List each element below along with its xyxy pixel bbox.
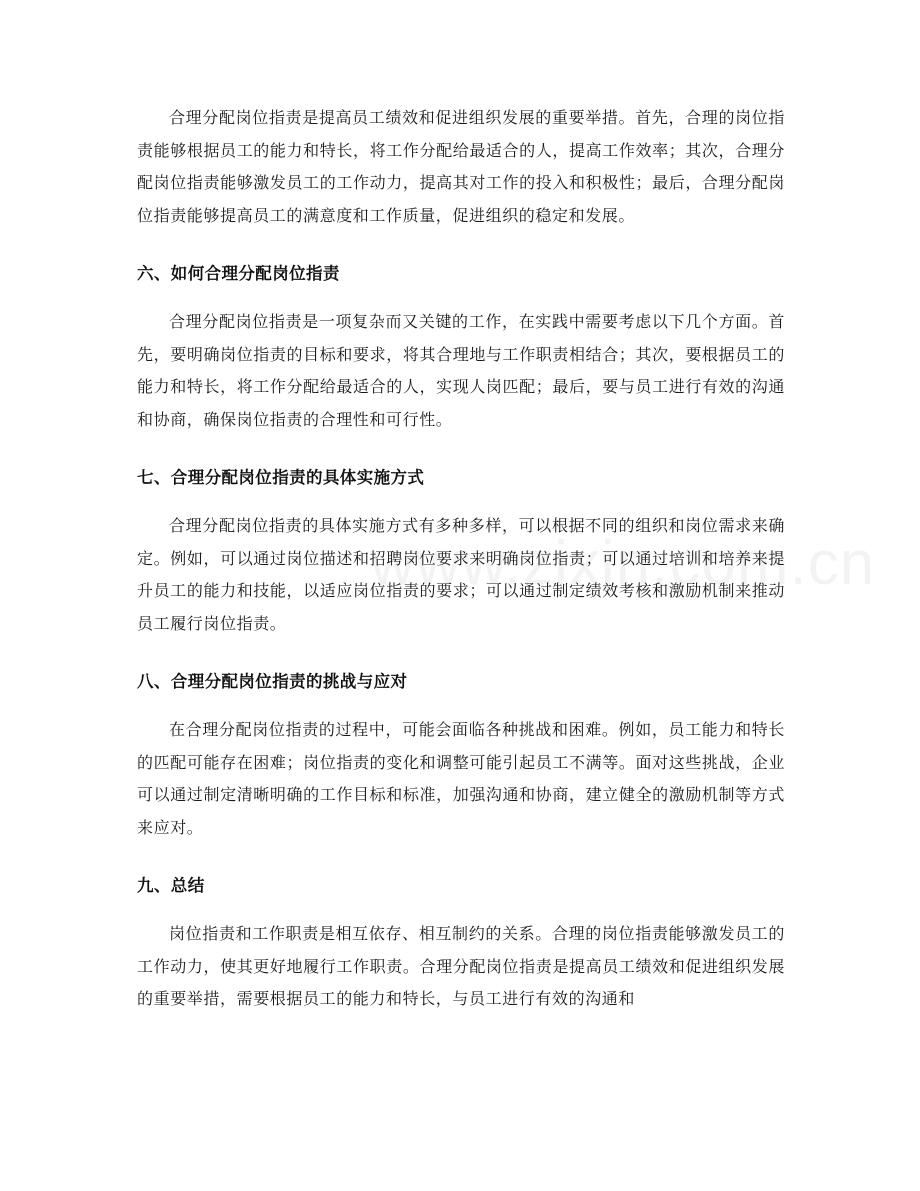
section-8 <box>137 670 785 844</box>
section-6 <box>137 262 785 436</box>
intro-paragraph: 合理分配岗位指责是提高员工绩效和促进组织发展的重要举措。首先，合理的岗位指责能够根据员工的能力和特长，将工作分配给最适合的人，提高工作效率；其次，合理分配岗位指责能够激发员工的工作动力，提高其对工作的投入和积极性；最后，合理分配岗位指责能够提高员工的满意度和工作质量，促进组织的稳定和发展。 <box>137 108 785 225</box>
section-heading: 七、合理分配岗位指责的具体实施方式 <box>137 468 425 487</box>
section-heading: 八、合理分配岗位指责的挑战与应对 <box>137 672 408 691</box>
section-paragraph: 在合理分配岗位指责的过程中，可能会面临各种挑战和困难。例如，员工能力和特长的匹配可能存在困难；岗位指责的变化和调整可能引起员工不满等。面对这些挑战，企业可以通过制定清晰明确的工作目标和标准，加强沟通和协商，建立健全的激励机制等方式来应对。 <box>137 720 785 837</box>
section-paragraph: 岗位指责和工作职责是相互依存、相互制约的关系。合理的岗位指责能够激发员工的工作动力，使其更好地履行工作职责。合理分配岗位指责是提高员工绩效和促进组织发展的重要举措，需要根据员工的能力和特长，与员工进行有效的沟通和 <box>137 924 785 1008</box>
document-body <box>137 102 785 1016</box>
section-paragraph: 合理分配岗位指责是一项复杂而又关键的工作，在实践中需要考虑以下几个方面。首先，要明确岗位指责的目标和要求，将其合理地与工作职责相结合；其次，要根据员工的能力和特长，将工作分配给最适合的人，实现人岗匹配；最后，要与员工进行有效的沟通和协商，确保岗位指责的合理性和可行性。 <box>137 312 785 429</box>
section-7 <box>137 466 785 640</box>
section-heading: 九、总结 <box>137 876 205 895</box>
section-9 <box>137 874 785 1016</box>
section-paragraph: 合理分配岗位指责的具体实施方式有多种多样，可以根据不同的组织和岗位需求来确定。例如，可以通过岗位描述和招聘岗位要求来明确岗位指责；可以通过培训和培养来提升员工的能力和技能，以适应岗位指责的要求；可以通过制定绩效考核和激励机制来推动员工履行岗位指责。 <box>137 516 785 633</box>
section-heading: 六、如何合理分配岗位指责 <box>137 264 340 283</box>
